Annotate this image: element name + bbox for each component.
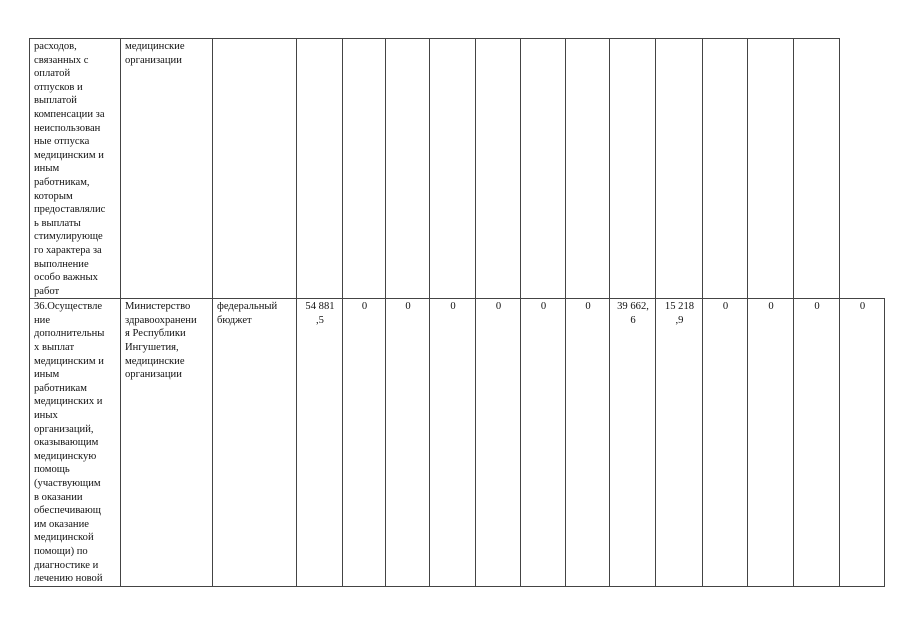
value-cell: [297, 299, 343, 586]
value-cell: [794, 299, 840, 586]
value-cell: [656, 39, 703, 299]
measure-name-line: диагностике и: [34, 559, 99, 571]
value-cell: [476, 299, 521, 586]
value-cell: [430, 299, 476, 586]
value-cell: [610, 299, 656, 586]
measure-name-line: которым: [34, 190, 73, 202]
value-line: 0: [540, 301, 547, 313]
measure-name-line: компенсации за: [34, 108, 105, 120]
value-line: ,9: [675, 314, 684, 326]
value-cell: [840, 299, 885, 586]
value-cell: [476, 39, 521, 299]
executor-line: медицинские: [125, 355, 185, 367]
value-cell: [703, 299, 748, 586]
measure-name-line: им оказание: [34, 518, 89, 530]
value-line: 0: [814, 301, 820, 313]
value-cell: [566, 299, 610, 586]
measure-name-line: предоставлялис: [34, 204, 106, 216]
value-cell: [386, 299, 430, 586]
executor-line: Министерство: [125, 301, 191, 313]
executor-line: здравоохранени: [125, 314, 197, 326]
measure-name-line: помощь: [34, 464, 70, 476]
measure-name-line: связанных с: [34, 54, 89, 66]
measure-name-cell: [30, 299, 121, 586]
measure-name-line: обеспечивающ: [34, 505, 101, 517]
measure-name-line: иным: [34, 163, 60, 175]
value-cell: [610, 39, 656, 299]
value-cell: [794, 39, 840, 299]
executor-cell: [121, 39, 213, 299]
measure-name-line: медицинским и: [34, 355, 104, 367]
measure-name-line: расходов,: [34, 41, 77, 52]
value-cell: [521, 299, 566, 586]
measure-name-line: организаций,: [34, 423, 94, 435]
funding-source-line: бюджет: [217, 314, 252, 326]
value-line: ,5: [316, 314, 324, 326]
measure-name-line: выполнение: [34, 258, 89, 270]
measure-name-line: медицинским и: [34, 149, 104, 161]
funding-source-line: федеральный: [217, 301, 278, 313]
measure-name-line: оплатой: [34, 68, 71, 80]
measure-name-line: медицинской: [34, 532, 94, 544]
measure-name-cell: [30, 39, 121, 299]
measure-name-line: дополнительны: [34, 328, 105, 340]
measure-name-line: 36.Осуществле: [34, 301, 103, 313]
value-cell: [386, 39, 430, 299]
value-cell: [297, 39, 343, 299]
value-line: 0: [405, 301, 411, 313]
measure-name-line: иным: [34, 369, 60, 381]
measure-name-line: ные отпуска: [34, 136, 90, 148]
measure-name-line: х выплат: [34, 342, 75, 354]
value-line: 0: [768, 301, 774, 313]
measure-name-line: лечению новой: [34, 573, 103, 585]
value-line: 39 662,: [617, 301, 649, 313]
value-line: 15 218: [664, 301, 695, 313]
value-line: 0: [361, 301, 368, 313]
measure-name-line: отпусков и: [34, 81, 83, 93]
measure-name-line: оказывающим: [34, 437, 99, 449]
executor-line: я Республики: [125, 328, 186, 340]
value-cell: [703, 39, 748, 299]
value-line: 0: [495, 301, 502, 313]
budget-table: [29, 38, 885, 587]
measure-name-line: го характера за: [34, 244, 102, 256]
value-cell: [566, 39, 610, 299]
measure-name-line: иных: [34, 410, 58, 422]
measure-name-line: работ: [34, 285, 60, 297]
executor-line: организации: [125, 369, 182, 381]
value-line: 54 881: [305, 301, 335, 313]
executor-cell: [121, 299, 213, 586]
measure-name-line: (участвующим: [34, 478, 101, 489]
measure-name-line: выплатой: [34, 95, 77, 107]
measure-name-line: ние: [34, 314, 51, 326]
value-line: 0: [722, 301, 729, 313]
measure-name-line: помощи) по: [34, 545, 88, 557]
measure-name-line: ь выплаты: [34, 217, 81, 229]
funding-source-cell: [213, 299, 297, 586]
value-line: 0: [585, 301, 591, 313]
table-row: [30, 299, 885, 586]
executor-line: медицинские: [125, 41, 185, 52]
measure-name-line: в оказании: [34, 491, 83, 503]
measure-name-line: работникам,: [34, 176, 90, 188]
measure-name-line: особо важных: [34, 272, 98, 284]
measure-name-line: неиспользован: [34, 122, 101, 134]
measure-name-line: работникам: [34, 382, 87, 394]
value-cell: [343, 39, 386, 299]
value-cell: [748, 39, 794, 299]
table-row: [30, 39, 885, 299]
funding-source-cell: [213, 39, 297, 299]
executor-line: Ингушетия,: [125, 342, 179, 354]
executor-line: организации: [125, 54, 182, 66]
value-cell: [430, 39, 476, 299]
value-line: 0: [450, 301, 456, 313]
value-cell: [343, 299, 386, 586]
value-cell: [748, 299, 794, 586]
value-cell: [521, 39, 566, 299]
value-line: 6: [630, 314, 636, 326]
measure-name-line: медицинскую: [34, 450, 97, 462]
measure-name-line: медицинских и: [34, 396, 103, 408]
measure-name-line: стимулирующе: [34, 231, 103, 243]
value-cell: [656, 299, 703, 586]
value-line: 0: [859, 301, 866, 313]
